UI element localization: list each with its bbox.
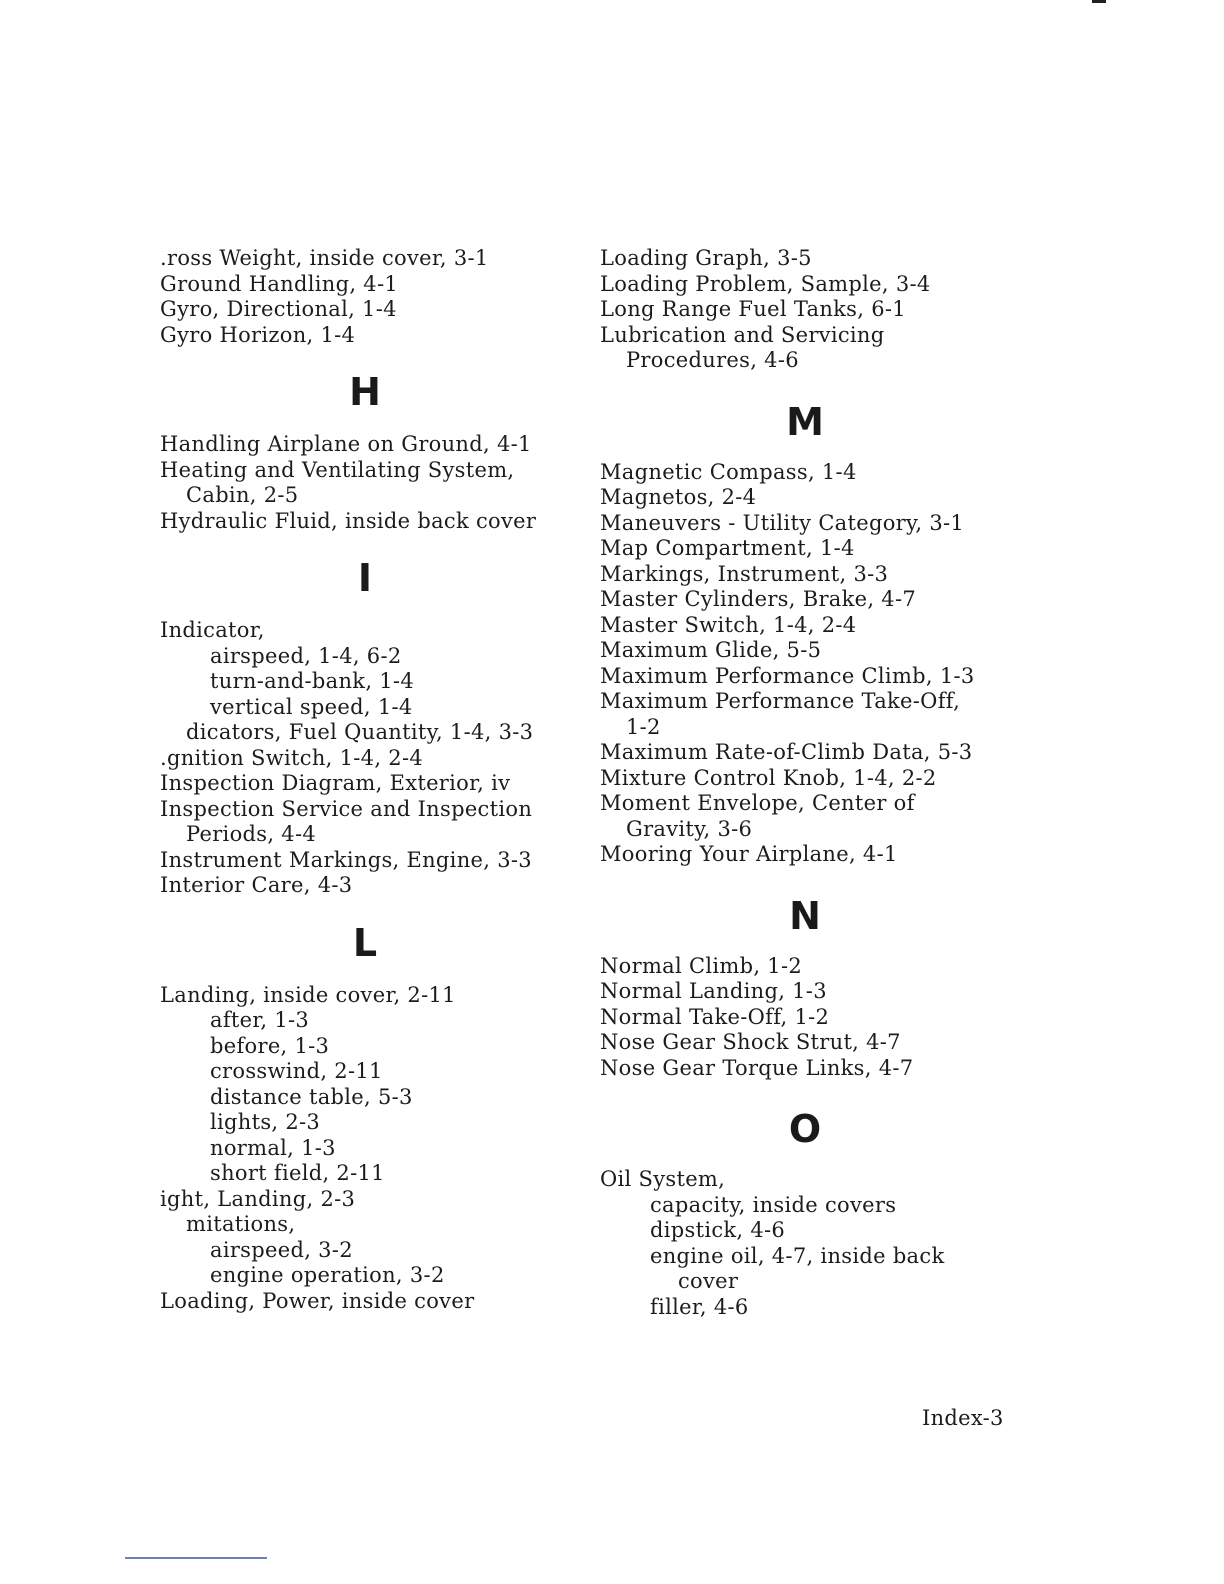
index-entry: normal, 1-3 bbox=[210, 1135, 336, 1160]
index-entry: Moment Envelope, Center of bbox=[600, 791, 915, 815]
index-entry: Master Switch, 1-4, 2-4 bbox=[600, 612, 857, 637]
index-entry: .gnition Switch, 1-4, 2-4 bbox=[160, 745, 423, 770]
index-entry: Oil System, bbox=[600, 1167, 726, 1191]
index-entry: before, 1-3 bbox=[210, 1033, 330, 1058]
index-entry: lights, 2-3 bbox=[210, 1110, 321, 1134]
index-entry: filler, 4-6 bbox=[650, 1294, 749, 1319]
index-entry: Handling Airplane on Ground, 4-1 bbox=[160, 432, 532, 456]
index-entry: dicators, Fuel Quantity, 1-4, 3-3 bbox=[186, 720, 534, 744]
index-entry: cover bbox=[678, 1269, 739, 1293]
index-entry: Magnetic Compass, 1-4 bbox=[600, 459, 857, 484]
index-entry: Magnetos, 2-4 bbox=[600, 485, 757, 509]
index-entry: Loading Problem, Sample, 3-4 bbox=[600, 271, 931, 296]
index-entry: Interior Care, 4-3 bbox=[160, 873, 353, 897]
index-entry: capacity, inside covers bbox=[650, 1192, 897, 1217]
index-entry: after, 1-3 bbox=[210, 1008, 310, 1032]
index-entry: Nose Gear Shock Strut, 4-7 bbox=[600, 1030, 901, 1054]
index-entry: Map Compartment, 1-4 bbox=[600, 536, 855, 560]
index-entry: engine operation, 3-2 bbox=[210, 1263, 445, 1287]
index-entry: Maximum Performance Climb, 1-3 bbox=[600, 663, 975, 688]
section-letter: I bbox=[357, 556, 373, 600]
section-letter: O bbox=[788, 1107, 822, 1151]
index-entry: airspeed, 3-2 bbox=[210, 1237, 353, 1262]
index-entry: Gravity, 3-6 bbox=[626, 816, 753, 841]
index-entry: crosswind, 2-11 bbox=[210, 1059, 383, 1083]
index-entry: dipstick, 4-6 bbox=[650, 1218, 786, 1242]
index-entry: Loading Graph, 3-5 bbox=[600, 246, 812, 270]
index-entry: mitations, bbox=[186, 1212, 296, 1236]
index-entry: Hydraulic Fluid, inside back cover bbox=[160, 508, 537, 533]
index-entry: Gyro Horizon, 1-4 bbox=[160, 322, 356, 347]
index-entry: Long Range Fuel Tanks, 6-1 bbox=[600, 297, 906, 321]
index-entry: turn-and-bank, 1-4 bbox=[210, 669, 414, 693]
index-entry: Mooring Your Airplane, 4-1 bbox=[600, 842, 898, 866]
index-entry: Landing, inside cover, 2-11 bbox=[160, 982, 456, 1007]
index-entry: Inspection Service and Inspection bbox=[160, 796, 533, 821]
index-entry: Cabin, 2-5 bbox=[186, 483, 299, 507]
right-column bbox=[600, 246, 1040, 1320]
section-letter: M bbox=[786, 399, 824, 444]
index-entry: Inspection Diagram, Exterior, iv bbox=[160, 771, 511, 795]
index-entry: Mixture Control Knob, 1-4, 2-2 bbox=[600, 765, 937, 790]
section-letter: L bbox=[352, 920, 378, 965]
index-entry: short field, 2-11 bbox=[210, 1161, 385, 1185]
index-entry: Markings, Instrument, 3-3 bbox=[600, 561, 889, 586]
index-entry: .ross Weight, inside cover, 3-1 bbox=[160, 246, 489, 270]
bottom-rule bbox=[125, 1557, 267, 1559]
index-entry: 1-2 bbox=[626, 714, 661, 739]
index-entry: Gyro, Directional, 1-4 bbox=[160, 297, 397, 321]
index-entry: Procedures, 4-6 bbox=[626, 348, 799, 372]
index-entry: Ground Handling, 4-1 bbox=[160, 271, 398, 296]
index-entry: Normal Take-Off, 1-2 bbox=[600, 1004, 830, 1029]
index-entry: Maneuvers - Utility Category, 3-1 bbox=[600, 510, 965, 535]
index-entry: vertical speed, 1-4 bbox=[210, 694, 413, 719]
index-entry: Maximum Performance Take-Off, bbox=[600, 689, 961, 713]
index-entry: Heating and Ventilating System, bbox=[160, 457, 515, 482]
left-column bbox=[160, 246, 600, 1314]
index-entry: Master Cylinders, Brake, 4-7 bbox=[600, 587, 917, 611]
index-entry: distance table, 5-3 bbox=[210, 1084, 413, 1109]
index-entry: Indicator, bbox=[160, 618, 265, 642]
index-entry: Loading, Power, inside cover bbox=[160, 1288, 475, 1313]
index-entry: Normal Landing, 1-3 bbox=[600, 979, 827, 1003]
index-entry: Lubrication and Servicing bbox=[600, 322, 885, 347]
index-entry: Instrument Markings, Engine, 3-3 bbox=[160, 847, 532, 872]
index-entry: ight, Landing, 2-3 bbox=[160, 1186, 356, 1211]
index-entry: Periods, 4-4 bbox=[186, 822, 316, 846]
index-entry: Maximum Glide, 5-5 bbox=[600, 638, 822, 662]
index-entry: engine oil, 4-7, inside back bbox=[650, 1243, 945, 1268]
section-letter: N bbox=[789, 893, 821, 938]
index-entry: Nose Gear Torque Links, 4-7 bbox=[600, 1055, 914, 1080]
page-number: Index-3 bbox=[922, 1406, 1004, 1430]
index-entry: airspeed, 1-4, 6-2 bbox=[210, 643, 402, 668]
scan-mark bbox=[1092, 0, 1106, 3]
index-entry: Maximum Rate-of-Climb Data, 5-3 bbox=[600, 740, 973, 764]
index-entry: Normal Climb, 1-2 bbox=[600, 953, 803, 978]
section-letter: H bbox=[349, 370, 381, 414]
